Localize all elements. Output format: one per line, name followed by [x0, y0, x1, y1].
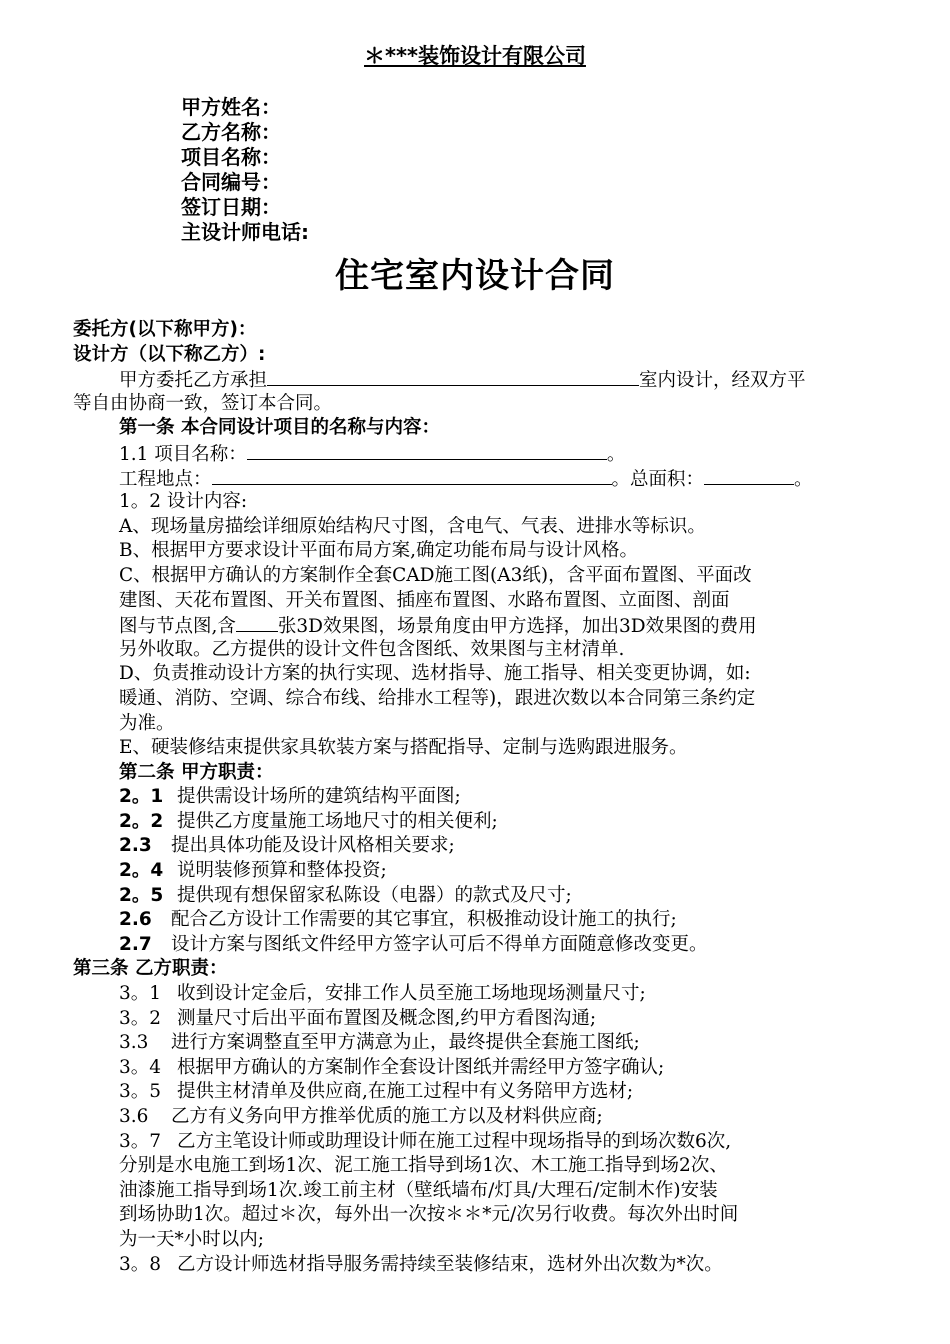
article-3-item: [73, 1253, 878, 1278]
item-number: 3。2: [119, 1007, 162, 1029]
company-name: ＊***装饰设计有限公司: [364, 44, 586, 68]
article-3-item-cont: 分别是水电施工到场1次、泥工施工指导到场1次、木工施工指导到场2次、: [119, 1155, 728, 1177]
intro-line: [73, 367, 878, 392]
project-name-field: 项目名称：: [181, 145, 281, 169]
item-text: 乙方主笔设计师或助理设计师在施工过程中现场指导的到场次数6次,: [177, 1130, 732, 1152]
designer-phone-field: 主设计师电话:: [181, 220, 309, 244]
render-count-prefix: 图与节点图,含: [119, 616, 236, 638]
area-label: 。总面积：: [611, 468, 705, 490]
item-text: 设计方案与图纸文件经甲方签字认可后不得单方面随意修改变更。: [171, 933, 708, 955]
designer-name-field: 乙方名称：: [181, 120, 281, 144]
project-name-blank: [247, 441, 607, 460]
intro-suffix: 室内设计，经双方平: [639, 370, 806, 392]
item-number: 2.3: [119, 835, 152, 857]
sign-date-field: 签订日期：: [181, 195, 281, 219]
article-2-item: [73, 785, 878, 810]
header-fields: [181, 95, 309, 245]
article-2-item: [73, 859, 878, 884]
design-content-line: 建图、天花布置图、开关布置图、插座布置图、水路布置图、立面图、剖面: [119, 589, 730, 611]
item-number: 3.3: [119, 1032, 149, 1054]
item-text: 说明装修预算和整体投资;: [177, 860, 387, 882]
design-content-line: B、根据甲方要求设计平面布局方案,确定功能布局与设计风格。: [119, 540, 638, 562]
article-3-item: [73, 982, 878, 1007]
intro-cont: 等自由协商一致，签订本合同。: [73, 392, 333, 414]
contract-body: [73, 318, 878, 1277]
article-2-item: [73, 908, 878, 933]
article-3-item: [73, 1056, 878, 1081]
intro-prefix: 甲方委托乙方承担: [119, 370, 268, 392]
item-number: 2。4: [119, 860, 164, 882]
item-1-1-label: 1.1 项目名称：: [119, 443, 247, 465]
item-text: 配合乙方设计工作需要的其它事宜，积极推动设计施工的执行;: [171, 909, 677, 931]
design-content-line: [73, 613, 878, 638]
item-number: 3。1: [119, 983, 162, 1005]
article-3-item: [73, 1031, 878, 1056]
item-1-1: [73, 441, 878, 466]
item-1-1-end: 。: [606, 443, 626, 465]
design-content-line: C、根据甲方确认的方案制作全套CAD施工图(A3纸)，含平面布置图、平面改: [119, 564, 752, 586]
article-2-item: [73, 834, 878, 859]
item-number: 3.6: [119, 1106, 149, 1127]
render-count-blank: [236, 613, 278, 632]
contract-title: 住宅室内设计合同: [335, 256, 615, 296]
design-content-line: 另外收取。乙方提供的设计文件包含图纸、效果图与主材清单.: [119, 638, 625, 660]
location-blank: [212, 466, 612, 485]
project-scope-blank: [267, 367, 639, 386]
design-content-line: 暖通、消防、空调、综合布线、给排水工程等)，跟进次数以本合同第三条约定: [119, 687, 756, 709]
item-text: 提供现有想保留家私陈设（电器）的款式及尺寸;: [177, 884, 572, 906]
item-number: 3。7: [119, 1130, 162, 1152]
item-text: 测量尺寸后出平面布置图及概念图,约甲方看图沟通;: [177, 1007, 597, 1029]
item-number: 2.6: [119, 909, 152, 931]
item-text: 提供主材清单及供应商,在施工过程中有义务陪甲方选材;: [177, 1081, 634, 1103]
article-3-item-cont: 到场协助1次。超过＊次，每外出一次按＊＊*元/次另行收费。每次外出时间: [119, 1204, 739, 1226]
item-text: 提供需设计场所的建筑结构平面图;: [177, 786, 461, 808]
article-2-item: [73, 884, 878, 909]
article-3-heading: 第三条 乙方职责：: [73, 958, 228, 980]
item-text: 提出具体功能及设计风格相关要求;: [171, 835, 455, 857]
design-content-line: D、负责推动设计方案的执行实现、选材指导、施工指导、相关变更协调，如:: [119, 663, 751, 685]
article-3-item-cont: 为一天*小时以内;: [119, 1228, 264, 1250]
location-line: [73, 466, 878, 491]
client-party: 委托方(以下称甲方)：: [73, 319, 257, 340]
client-name-field: 甲方姓名：: [181, 95, 281, 119]
item-number: 3。5: [119, 1081, 162, 1103]
area-blank: [704, 466, 794, 485]
item-number: 3。8: [119, 1253, 162, 1275]
item-text: 提供乙方度量施工场地尺寸的相关便利;: [177, 810, 498, 832]
item-text: 乙方有义务向甲方推举优质的施工方以及材料供应商;: [171, 1106, 603, 1127]
article-3-item: [73, 1007, 878, 1032]
article-2-item: [73, 933, 878, 958]
item-number: 3。4: [119, 1056, 162, 1078]
design-content-line: E、硬装修结束提供家具软装方案与搭配指导、定制与选购跟进服务。: [119, 737, 688, 759]
item-text: 乙方设计师选材指导服务需持续至装修结束，选材外出次数为*次。: [177, 1253, 723, 1275]
item-text: 收到设计定金后，安排工作人员至施工场地现场测量尺寸;: [177, 983, 646, 1005]
item-number: 2。1: [119, 786, 164, 808]
item-number: 2.7: [119, 933, 152, 955]
item-number: 2。2: [119, 810, 164, 832]
item-number: 2。5: [119, 884, 164, 906]
article-3-item-cont: 油漆施工指导到场1次.竣工前主材（壁纸墙布/灯具/大理石/定制木作)安装: [119, 1179, 718, 1201]
design-content-line: A、现场量房描绘详细原始结构尺寸图，含电气、气表、进排水等标识。: [119, 515, 706, 537]
item-1-2: 1。2 设计内容:: [119, 491, 248, 513]
location-label: 工程地点：: [119, 468, 212, 490]
render-count-suffix: 张3D效果图，场景角度由甲方选择，加出3D效果图的费用: [277, 616, 757, 638]
article-2-item: [73, 810, 878, 835]
item-text: 根据甲方确认的方案制作全套设计图纸并需经甲方签字确认;: [177, 1056, 665, 1078]
article-3-item: [73, 1080, 878, 1105]
design-content-line: 为准。: [119, 712, 175, 734]
article-3-item: [73, 1130, 878, 1155]
item-text: 进行方案调整直至甲方满意为止，最终提供全套施工图纸;: [171, 1032, 640, 1054]
article-3-item: [73, 1105, 878, 1130]
area-end: 。: [794, 468, 813, 490]
contract-number-field: 合同编号：: [181, 170, 281, 194]
designer-party: 设计方（以下称乙方）:: [73, 343, 266, 365]
article-2-heading: 第二条 甲方职责：: [119, 761, 274, 783]
article-1-heading: 第一条 本合同设计项目的名称与内容：: [119, 417, 440, 439]
